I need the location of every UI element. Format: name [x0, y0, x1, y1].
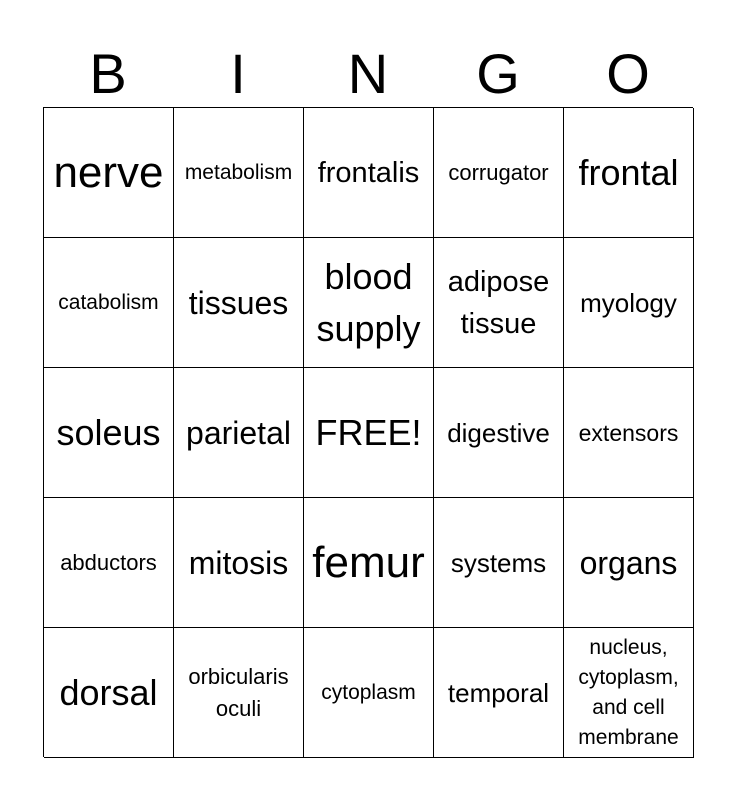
cell-label: tissues: [188, 284, 289, 321]
bingo-cell[interactable]: [434, 368, 564, 498]
cell-label: catabolism: [58, 290, 159, 314]
bingo-cell[interactable]: [564, 238, 694, 368]
cell-label: metabolism: [184, 160, 293, 184]
bingo-cell[interactable]: [174, 238, 304, 368]
cell-label: adipose tissue: [447, 265, 550, 340]
bingo-cell[interactable]: [564, 368, 694, 498]
free-space-label: FREE!: [315, 411, 422, 453]
cell-label: orbicularis oculi: [188, 663, 289, 721]
bingo-cell[interactable]: [434, 498, 564, 628]
cell-label: myology: [580, 287, 677, 318]
bingo-cell[interactable]: [174, 498, 304, 628]
cell-label: nerve: [53, 147, 164, 197]
bingo-grid: [43, 107, 693, 757]
cell-label: systems: [450, 547, 547, 578]
cell-label: corrugator: [448, 159, 549, 185]
cell-label: femur: [312, 537, 425, 587]
bingo-cell[interactable]: [174, 628, 304, 758]
cell-label: organs: [579, 544, 678, 581]
cell-label: dorsal: [59, 671, 158, 713]
bingo-cell[interactable]: [44, 108, 174, 238]
bingo-cell[interactable]: [304, 628, 434, 758]
bingo-cell[interactable]: [44, 498, 174, 628]
header-letter-o: O: [606, 42, 650, 105]
cell-label: abductors: [60, 549, 157, 575]
bingo-cell[interactable]: [434, 628, 564, 758]
bingo-cell[interactable]: [304, 238, 434, 368]
cell-label: blood supply: [316, 255, 421, 349]
cell-label: extensors: [578, 419, 679, 446]
bingo-cell[interactable]: [44, 238, 174, 368]
cell-label: mitosis: [188, 544, 289, 581]
header-letter-b: B: [89, 42, 127, 105]
cell-label: nucleus, cytoplasm, and cell membrane: [578, 635, 679, 749]
cell-label: soleus: [56, 411, 161, 453]
bingo-cell[interactable]: [44, 628, 174, 758]
bingo-cell[interactable]: [564, 628, 694, 758]
bingo-cell[interactable]: [564, 498, 694, 628]
cell-label: frontal: [578, 151, 679, 193]
cell-label: parietal: [186, 414, 291, 451]
bingo-cell[interactable]: [564, 108, 694, 238]
bingo-cell[interactable]: [434, 108, 564, 238]
bingo-cell[interactable]: [174, 108, 304, 238]
free-space-cell[interactable]: [304, 368, 434, 498]
bingo-cell[interactable]: [174, 368, 304, 498]
header-letter-i: I: [230, 42, 246, 105]
bingo-cell[interactable]: [304, 498, 434, 628]
cell-label: cytoplasm: [321, 680, 416, 704]
bingo-cell[interactable]: [304, 108, 434, 238]
bingo-cell[interactable]: [44, 368, 174, 498]
header-letter-n: N: [347, 42, 389, 105]
cell-label: temporal: [447, 677, 550, 708]
header-letter-g: G: [476, 42, 520, 105]
cell-label: digestive: [447, 417, 550, 448]
bingo-cell[interactable]: [434, 238, 564, 368]
cell-label: frontalis: [317, 156, 420, 189]
bingo-header: [43, 40, 693, 108]
